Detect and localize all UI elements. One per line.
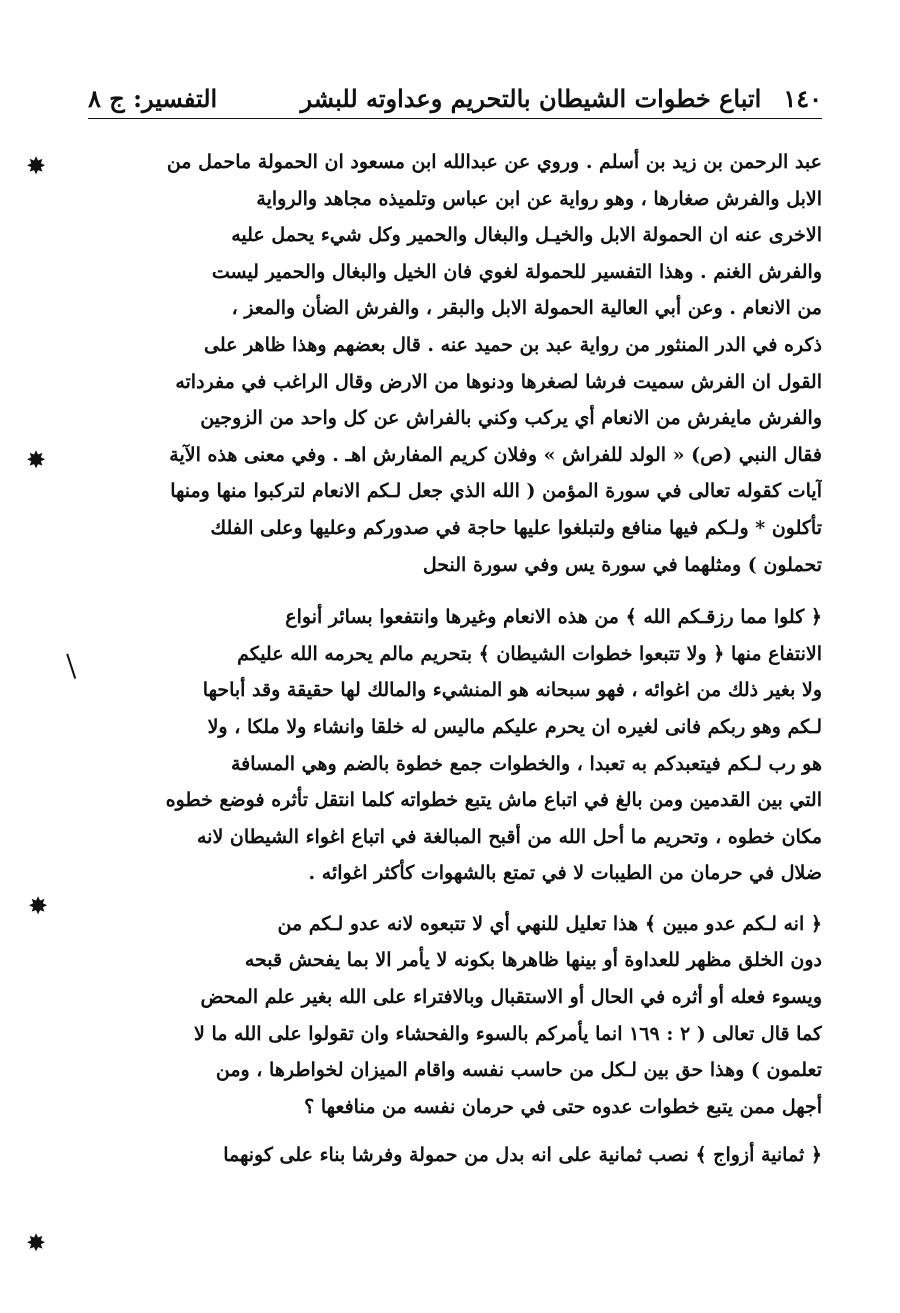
text-line: ﴿ انه لـكم عدو مبين ﴾ هذا تعليل للنهي أي لا تتبعوه لانه عدو لـكم من (277, 912, 822, 935)
text-line: الانتفاع منها ﴿ ولا تتبعوا خطوات الشيطان ﴾ بتحريم مالم يحرمه الله عليكم (237, 642, 822, 665)
paragraph-3 (88, 906, 822, 1126)
text-line: كما قال تعالى ( ٢ : ١٦٩ انما يأمركم بالسوء والفحشاء وان تقولوا على الله ما لا (194, 1022, 822, 1045)
text-line: لـكم وهو ربكم فانى لغيره ان يحرم عليكم ماليس له خلقا وانشاء ولا ملكا ، ولا (207, 715, 822, 738)
paragraph-2 (88, 599, 822, 892)
paragraph-4 (88, 1137, 822, 1174)
text-line: تعلمون ) وهذا حق بين لـكل من حاسب نفسه واقام الميزان لخواطرها ، ومن (215, 1059, 822, 1082)
text-line: هو رب لـكم فيتعبدكم به تعبدا ، والخطوات جمع خطوة بالضم وهي المسافة (230, 752, 822, 775)
text-line: ذكره في الدر المنثور من رواية عبد بن حميد عنه . قال بعضهم وهذا ظاهر على (204, 333, 822, 356)
text-line: فقال النبي (ص) « الولد للفراش » وفلان كريم المفارش اهـ . وفي معنى هذه الآية (169, 443, 822, 466)
page-number: ١٤٠ (783, 83, 822, 113)
text-line: تحملون ) ومثلهما في سورة يس وفي سورة النحل (422, 553, 822, 576)
text-line: من الانعام . وعن أبي العالية الحمولة الابل والبقر ، والفرش الضأن والمعز ، (231, 297, 822, 320)
running-header (88, 80, 822, 116)
text-line: ويسوء فعله أو أثره في الحال أو الاستقبال وبالافتراء على الله بغير علم المحض (200, 986, 822, 1009)
text-line: ﴿ كلوا مما رزقـكم الله ﴾ من هذه الانعام وغيرها وانتفعوا بسائر أنواع (285, 606, 822, 629)
text-line: ولا بغير ذلك من اغوائه ، فهو سبحانه هو المنشيء والمالك لها حقيقة وقد أباحها (202, 679, 822, 702)
text-line: ﴿ ثمانية أزواج ﴾ نصب ثمانية على انه بدل من حمولة وفرشا بناء على كونهما (223, 1144, 822, 1167)
margin-tick (66, 651, 84, 679)
text-line: الاخرى عنه ان الحمولة الابل والخيـل والبغال والحمير وكل شيء يحمل عليه (231, 224, 822, 247)
page-body (88, 144, 822, 1174)
text-line: القول ان الفرش سميت فرشا لصغرها ودنوها من الارض وقال الراغب في مفرداته (175, 370, 822, 393)
text-line: الابل والفرش صغارها ، وهو رواية عن ابن عباس وتلميذه مجاهد والرواية (256, 187, 822, 210)
text-line: مكان خطوه ، وتحريم ما أحل الله من أقبح المبالغة في اتباع اغواء الشيطان لانه (196, 825, 822, 848)
header-rule (88, 118, 822, 119)
book-label: التفسير: ج ٨ (88, 83, 218, 113)
text-line: والفرش الغنم . وهذا التفسير للحمولة لغوي فان الخيل والبغال والحمير ليست (211, 260, 822, 283)
text-line: ضلال في حرمان من الطيبات لا في تمتع بالشهوات كأكثر اغوائه . (308, 862, 822, 885)
text-line: تأكلون * ولـكم فيها منافع ولتبلغوا عليها حاجة في صدوركم وعليها وعلى الفلك (210, 516, 822, 539)
text-line: التي بين القدمين ومن بالغ في اتباع ماش يتبع خطواته كلما انتقل تأثره فوضع خطوه (165, 789, 822, 812)
text-line: عبد الرحمن بن زيد بن أسلم . وروي عن عبدالله ابن مسعود ان الحمولة ماحمل من (166, 151, 822, 173)
text-line: والفرش مايفرش من الانعام أي يركب وكني بالفراش عن كل واحد من الزوجين (200, 407, 822, 430)
text-line: آيات كقوله تعالى في سورة المؤمن ( الله الذي جعل لـكم الانعام لتركبوا منها ومنها (170, 480, 822, 503)
text-line: دون الخلق مظهر للعداوة أو بينها ظاهرها بكونه لا يأمر الا بما يفحش قبحه (244, 949, 822, 972)
text-line: أجهل ممن يتبع خطوات عدوه حتى في حرمان نفسه من منافعها ؟ (304, 1095, 822, 1118)
page-title: اتباع خطوات الشيطان بالتحريم وعداوته للبشر (300, 83, 762, 113)
paragraph-1 (88, 144, 822, 583)
